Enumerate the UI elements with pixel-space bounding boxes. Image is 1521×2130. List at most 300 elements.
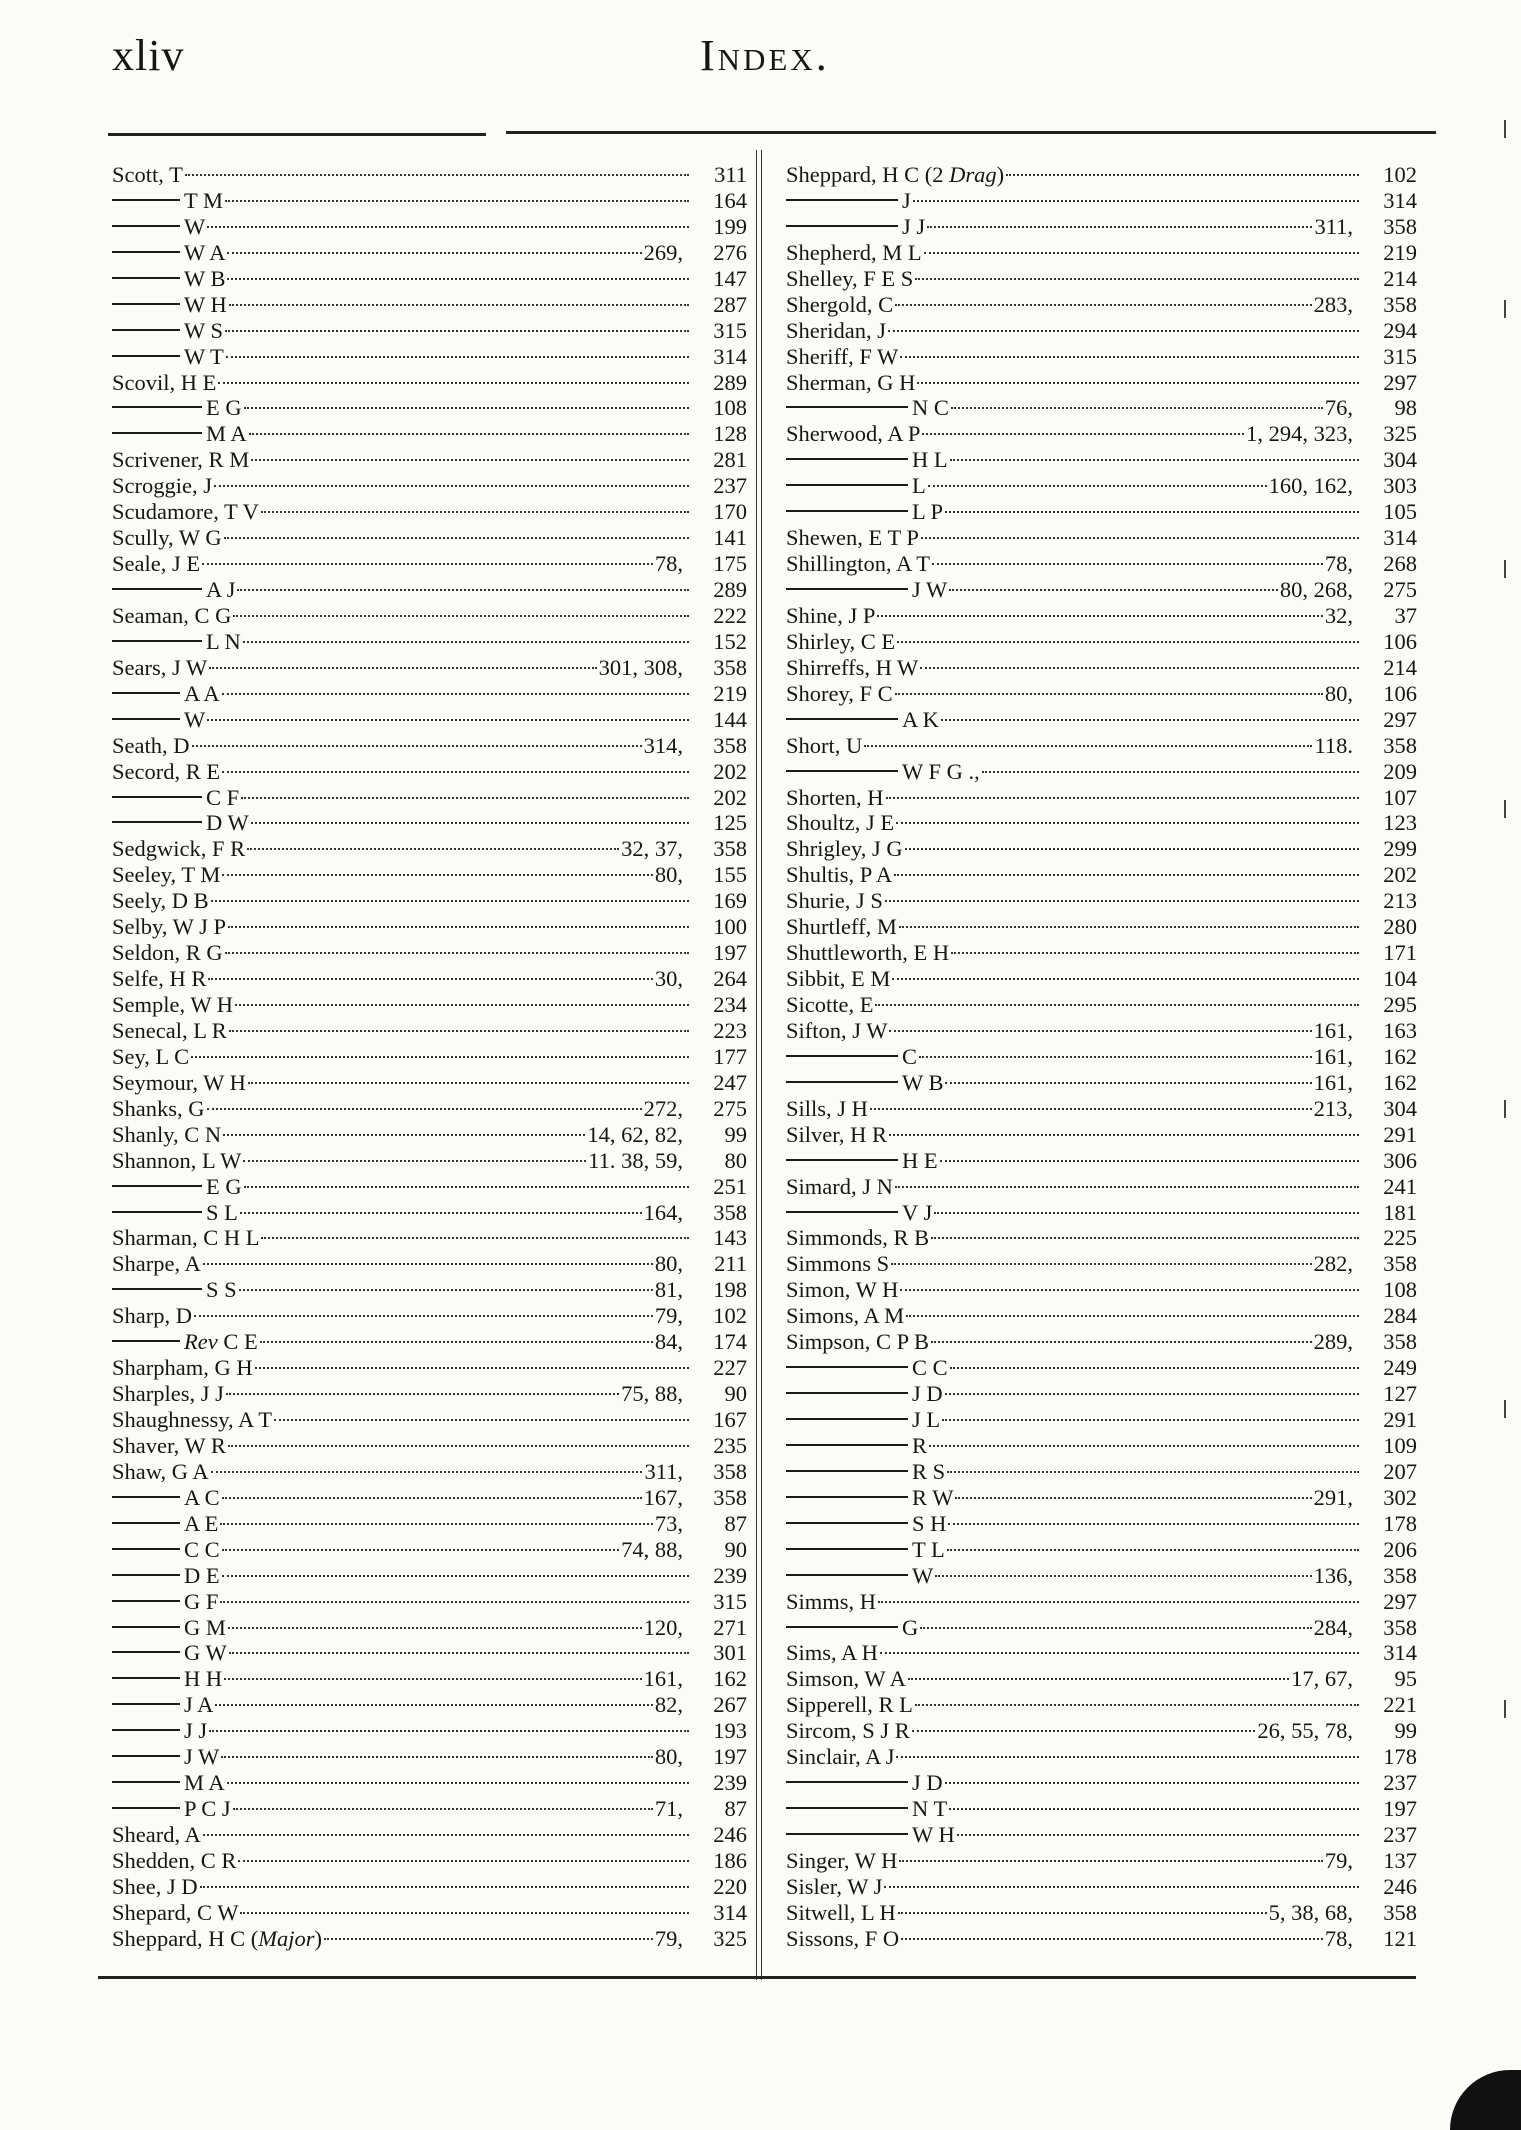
ditto-dash bbox=[112, 1185, 202, 1187]
dot-leader bbox=[945, 1782, 1359, 1784]
entry-page: 314 bbox=[1383, 187, 1417, 213]
dot-leader bbox=[932, 563, 1323, 565]
entry-extra-pages: 78, bbox=[1324, 1925, 1353, 1951]
entry-page: 213 bbox=[1383, 888, 1417, 914]
entry-page: 249 bbox=[1383, 1355, 1417, 1381]
entry-page: 197 bbox=[1383, 1796, 1417, 1822]
entry-page: 155 bbox=[713, 862, 747, 888]
entry-name: Shanly, C N bbox=[112, 1121, 222, 1147]
entry-page: 105 bbox=[1383, 499, 1417, 525]
page-corner-shadow bbox=[1450, 2070, 1521, 2130]
entry-extra-pages: 79, bbox=[1324, 1847, 1353, 1873]
entry-name: Secord, R E bbox=[112, 758, 221, 784]
edge-mark bbox=[1504, 1400, 1512, 1418]
index-entry bbox=[786, 1329, 1417, 1355]
dot-leader bbox=[214, 485, 689, 487]
entry-page: 222 bbox=[713, 602, 747, 628]
ditto-dash bbox=[786, 1392, 908, 1394]
ditto-dash bbox=[786, 1833, 908, 1835]
entry-page: 314 bbox=[1383, 1640, 1417, 1666]
entry-name: Sifton, J W bbox=[786, 1017, 888, 1043]
index-entry bbox=[786, 1796, 1417, 1822]
dot-leader bbox=[889, 1134, 1359, 1136]
entry-name: W T bbox=[184, 343, 224, 369]
entry-page: 247 bbox=[713, 1069, 747, 1095]
index-entry bbox=[112, 1407, 747, 1433]
dot-leader bbox=[222, 874, 653, 876]
entry-page: 178 bbox=[1383, 1510, 1417, 1536]
dot-leader bbox=[896, 822, 1359, 824]
entry-page: 137 bbox=[1383, 1847, 1417, 1873]
edge-mark bbox=[1504, 560, 1512, 578]
entry-page: 202 bbox=[1383, 862, 1417, 888]
entry-page: 220 bbox=[713, 1873, 747, 1899]
dot-leader bbox=[934, 1212, 1359, 1214]
edge-mark bbox=[1504, 1100, 1512, 1118]
entry-name: W bbox=[184, 213, 206, 239]
index-entry bbox=[112, 447, 747, 473]
index-entry bbox=[112, 266, 747, 292]
index-entry bbox=[112, 1044, 747, 1070]
entry-page: 303 bbox=[1383, 473, 1417, 499]
entry-extra-pages: 80, bbox=[654, 1251, 683, 1277]
entry-page: 241 bbox=[1383, 1173, 1417, 1199]
ditto-dash bbox=[112, 1548, 180, 1550]
entry-name: Seath, D bbox=[112, 732, 190, 758]
index-entry bbox=[112, 1433, 747, 1459]
entry-name: Scully, W G bbox=[112, 525, 222, 551]
entry-name: T L bbox=[912, 1536, 945, 1562]
dot-leader bbox=[957, 1834, 1359, 1836]
index-entry bbox=[112, 551, 747, 577]
dot-leader bbox=[913, 200, 1359, 202]
ditto-dash bbox=[786, 1418, 908, 1420]
entry-extra-pages: 301, 308, bbox=[598, 654, 683, 680]
top-rule-right bbox=[506, 131, 1436, 134]
entry-name: Selby, W J P bbox=[112, 914, 226, 940]
entry-page: 358 bbox=[1383, 1899, 1417, 1925]
entry-extra-pages: 82, bbox=[654, 1692, 683, 1718]
entry-page: 125 bbox=[713, 810, 747, 836]
dot-leader bbox=[912, 1730, 1256, 1732]
dot-leader bbox=[261, 511, 689, 513]
index-entry bbox=[786, 1640, 1417, 1666]
dot-leader bbox=[238, 1860, 689, 1862]
dot-leader bbox=[870, 1108, 1312, 1110]
dot-leader bbox=[895, 304, 1312, 306]
ditto-dash bbox=[112, 1340, 180, 1342]
dot-leader bbox=[931, 1237, 1359, 1239]
dot-leader bbox=[209, 1730, 689, 1732]
entry-name: Seaman, C G bbox=[112, 602, 232, 628]
entry-name: M A bbox=[206, 421, 247, 447]
entry-name: Shorten, H bbox=[786, 784, 884, 810]
dot-leader bbox=[261, 1237, 689, 1239]
entry-page: 164 bbox=[713, 187, 747, 213]
entry-page: 177 bbox=[713, 1043, 747, 1069]
entry-page: 297 bbox=[1383, 369, 1417, 395]
index-column-right bbox=[786, 162, 1417, 1952]
entry-page: 287 bbox=[713, 291, 747, 317]
ditto-dash bbox=[112, 1729, 180, 1731]
dot-leader bbox=[888, 330, 1359, 332]
entry-extra-pages: 213, bbox=[1313, 1095, 1353, 1121]
index-entry bbox=[786, 681, 1417, 707]
entry-name: Sheppard, H C (2 Drag) bbox=[786, 162, 1005, 187]
ditto-dash bbox=[786, 199, 898, 201]
entry-page: 246 bbox=[1383, 1873, 1417, 1899]
entry-extra-pages: 81, bbox=[654, 1277, 683, 1303]
dot-leader bbox=[950, 459, 1359, 461]
dot-leader bbox=[222, 1575, 689, 1577]
entry-extra-pages: 14, 62, 82, bbox=[587, 1121, 683, 1147]
dot-leader bbox=[228, 1445, 689, 1447]
dot-leader bbox=[260, 1341, 653, 1343]
entry-page: 227 bbox=[713, 1355, 747, 1381]
ditto-dash bbox=[786, 1807, 908, 1809]
ditto-dash bbox=[786, 1626, 898, 1628]
edge-mark bbox=[1504, 800, 1512, 818]
entry-name: Sills, J H bbox=[786, 1095, 868, 1121]
entry-name: W bbox=[912, 1562, 934, 1588]
ditto-dash bbox=[786, 588, 908, 590]
entry-name: Shurie, J S bbox=[786, 888, 883, 914]
dot-leader bbox=[928, 485, 1267, 487]
entry-name: Scott, T bbox=[112, 162, 183, 187]
entry-name: Shergold, C bbox=[786, 291, 894, 317]
entry-name: A J bbox=[206, 577, 236, 602]
index-entry bbox=[786, 1822, 1417, 1848]
ditto-dash bbox=[112, 1626, 180, 1628]
ditto-dash bbox=[112, 1651, 180, 1653]
entry-name: Sisler, W J bbox=[786, 1873, 883, 1899]
dot-leader bbox=[899, 1860, 1322, 1862]
index-entry bbox=[786, 395, 1417, 421]
entry-name: Shaughnessy, A T bbox=[112, 1407, 273, 1432]
index-entry bbox=[786, 1718, 1417, 1744]
dot-leader bbox=[864, 745, 1312, 747]
index-entry bbox=[786, 862, 1417, 888]
entry-name: Sitwell, L H bbox=[786, 1899, 896, 1925]
bottom-rule bbox=[98, 1976, 1416, 1979]
ditto-dash bbox=[112, 640, 202, 642]
dot-leader bbox=[905, 848, 1359, 850]
entry-name: Senecal, L R bbox=[112, 1017, 227, 1043]
index-entry bbox=[112, 1148, 747, 1174]
entry-page: 299 bbox=[1383, 836, 1417, 862]
index-entry bbox=[112, 810, 747, 836]
entry-extra-pages: 272, bbox=[643, 1095, 683, 1121]
dot-leader bbox=[240, 1912, 689, 1914]
entry-extra-pages: 291, bbox=[1313, 1484, 1353, 1510]
ditto-dash bbox=[786, 1548, 908, 1550]
entry-page: 167 bbox=[713, 1407, 747, 1432]
entry-page: 87 bbox=[724, 1510, 747, 1536]
dot-leader bbox=[935, 1575, 1311, 1577]
dot-leader bbox=[222, 771, 689, 773]
entry-page: 197 bbox=[713, 940, 747, 966]
dot-leader bbox=[885, 900, 1359, 902]
index-entry bbox=[112, 966, 747, 992]
entry-page: 358 bbox=[713, 654, 747, 680]
index-entry bbox=[786, 1174, 1417, 1200]
entry-page: 237 bbox=[1383, 1770, 1417, 1796]
entry-page: 121 bbox=[1383, 1925, 1417, 1951]
entry-page: 301 bbox=[713, 1640, 747, 1666]
entry-page: 271 bbox=[713, 1614, 747, 1640]
entry-name: C F bbox=[206, 784, 240, 810]
entry-page: 221 bbox=[1383, 1692, 1417, 1718]
index-entry bbox=[786, 629, 1417, 655]
index-entry bbox=[786, 370, 1417, 396]
dot-leader bbox=[248, 1082, 689, 1084]
entry-name: Sharples, J J bbox=[112, 1381, 224, 1407]
entry-name: H H bbox=[184, 1666, 223, 1692]
ditto-dash bbox=[112, 251, 180, 253]
index-entry bbox=[112, 785, 747, 811]
entry-extra-pages: 311, bbox=[1314, 213, 1353, 239]
entry-page: 99 bbox=[724, 1121, 747, 1147]
index-entry bbox=[786, 577, 1417, 603]
entry-name: S H bbox=[912, 1510, 947, 1536]
index-entry bbox=[786, 914, 1417, 940]
entry-name: Sherman, G H bbox=[786, 369, 916, 395]
entry-extra-pages: 164, bbox=[643, 1199, 683, 1225]
entry-page: 295 bbox=[1383, 992, 1417, 1017]
index-entry bbox=[112, 525, 747, 551]
entry-page: 95 bbox=[1394, 1666, 1417, 1692]
entry-name: J bbox=[902, 187, 911, 213]
entry-page: 358 bbox=[1383, 1329, 1417, 1355]
index-column-left bbox=[112, 162, 747, 1952]
index-entry bbox=[112, 1485, 747, 1511]
entry-page: 127 bbox=[1383, 1381, 1417, 1407]
index-entry bbox=[112, 1874, 747, 1900]
ditto-dash bbox=[786, 1081, 898, 1083]
index-entry bbox=[112, 473, 747, 499]
entry-page: 297 bbox=[1383, 1588, 1417, 1614]
ditto-dash bbox=[112, 1496, 180, 1498]
entry-page: 175 bbox=[713, 551, 747, 577]
entry-name: L N bbox=[206, 628, 241, 654]
dot-leader bbox=[877, 615, 1322, 617]
ditto-dash bbox=[786, 1055, 898, 1057]
ditto-dash bbox=[786, 1522, 908, 1524]
entry-name: Scovil, H E bbox=[112, 369, 217, 395]
index-entry bbox=[112, 214, 747, 240]
entry-page: 152 bbox=[713, 628, 747, 654]
index-entry bbox=[786, 966, 1417, 992]
ditto-dash bbox=[786, 1211, 898, 1213]
dot-leader bbox=[982, 771, 1359, 773]
entry-page: 358 bbox=[1383, 213, 1417, 239]
dot-leader bbox=[921, 537, 1359, 539]
entry-page: 289 bbox=[713, 369, 747, 395]
entry-page: 37 bbox=[1394, 602, 1417, 628]
dot-leader bbox=[955, 1497, 1311, 1499]
entry-extra-pages: 75, 88, bbox=[621, 1381, 683, 1407]
ditto-dash bbox=[112, 692, 180, 694]
entry-page: 314 bbox=[713, 343, 747, 369]
index-entry bbox=[112, 1381, 747, 1407]
dot-leader bbox=[207, 1108, 642, 1110]
entry-page: 251 bbox=[713, 1173, 747, 1199]
ditto-dash bbox=[786, 510, 908, 512]
dot-leader bbox=[920, 1627, 1311, 1629]
index-entry bbox=[786, 551, 1417, 577]
edge-mark bbox=[1504, 120, 1512, 138]
entry-name: H E bbox=[902, 1147, 938, 1173]
index-entry bbox=[786, 785, 1417, 811]
dot-leader bbox=[884, 1886, 1359, 1888]
entry-page: 306 bbox=[1383, 1147, 1417, 1173]
ditto-dash bbox=[112, 1781, 180, 1783]
entry-page: 297 bbox=[1383, 706, 1417, 732]
entry-page: 202 bbox=[713, 758, 747, 784]
dot-leader bbox=[215, 1704, 652, 1706]
index-entry bbox=[112, 188, 747, 214]
dot-leader bbox=[931, 1341, 1312, 1343]
entry-extra-pages: 161, bbox=[1313, 1069, 1353, 1095]
index-entry bbox=[112, 240, 747, 266]
entry-name: Shee, J D bbox=[112, 1873, 198, 1899]
index-entry bbox=[786, 759, 1417, 785]
ditto-dash bbox=[112, 1807, 180, 1809]
index-entry bbox=[112, 1822, 747, 1848]
index-entry bbox=[786, 214, 1417, 240]
dot-leader bbox=[950, 1367, 1359, 1369]
entry-name: Silver, H R bbox=[786, 1121, 887, 1147]
dot-leader bbox=[945, 1393, 1359, 1395]
ditto-dash bbox=[786, 225, 898, 227]
entry-name: Sicotte, E bbox=[786, 992, 874, 1017]
entry-page: 102 bbox=[1383, 162, 1417, 187]
entry-extra-pages: 11. 38, 59, bbox=[588, 1147, 683, 1173]
dot-leader bbox=[951, 407, 1323, 409]
index-entry bbox=[112, 1200, 747, 1226]
entry-extra-pages: 71, bbox=[654, 1796, 683, 1822]
entry-name: Shirreffs, H W bbox=[786, 654, 919, 680]
entry-page: 104 bbox=[1383, 966, 1417, 992]
entry-page: 99 bbox=[1394, 1718, 1417, 1744]
entry-name: Shelley, F E S bbox=[786, 265, 914, 291]
entry-page: 358 bbox=[713, 1458, 747, 1484]
index-entry bbox=[112, 1511, 747, 1537]
entry-name: W B bbox=[184, 265, 226, 291]
column-separator bbox=[756, 150, 762, 1980]
entry-extra-pages: 314, bbox=[643, 732, 683, 758]
dot-leader bbox=[243, 641, 689, 643]
index-entry bbox=[786, 810, 1417, 836]
entry-page: 237 bbox=[1383, 1822, 1417, 1847]
ditto-dash bbox=[786, 484, 908, 486]
index-entry bbox=[112, 292, 747, 318]
entry-name: Shaver, W R bbox=[112, 1432, 226, 1458]
dot-leader bbox=[891, 1263, 1311, 1265]
dot-leader bbox=[240, 1212, 642, 1214]
entry-page: 237 bbox=[713, 473, 747, 499]
entry-name: V J bbox=[902, 1199, 933, 1225]
entry-name: W H bbox=[184, 291, 227, 317]
dot-leader bbox=[919, 1056, 1312, 1058]
dot-leader bbox=[211, 900, 689, 902]
entry-name: A E bbox=[184, 1510, 219, 1536]
entry-name: Shuttleworth, E H bbox=[786, 940, 950, 966]
dot-leader bbox=[225, 330, 689, 332]
entry-page: 100 bbox=[713, 914, 747, 940]
ditto-dash bbox=[786, 1366, 908, 1368]
index-entry bbox=[786, 733, 1417, 759]
entry-name: Scrivener, R M bbox=[112, 447, 250, 473]
entry-page: 275 bbox=[1383, 577, 1417, 602]
entry-name: L P bbox=[912, 499, 944, 525]
entry-page: 108 bbox=[713, 395, 747, 421]
index-entry bbox=[786, 1200, 1417, 1226]
dot-leader bbox=[894, 874, 1359, 876]
entry-name: D E bbox=[184, 1562, 220, 1588]
ditto-dash bbox=[786, 718, 898, 720]
entry-name: R S bbox=[912, 1458, 946, 1484]
entry-page: 163 bbox=[1383, 1017, 1417, 1043]
entry-name: Sharpe, A bbox=[112, 1251, 201, 1277]
dot-leader bbox=[897, 641, 1359, 643]
ditto-dash bbox=[112, 355, 180, 357]
entry-page: 267 bbox=[713, 1692, 747, 1718]
entry-extra-pages: 74, 88, bbox=[621, 1536, 683, 1562]
entry-name: Simon, W H bbox=[786, 1277, 899, 1303]
index-entry bbox=[112, 1459, 747, 1485]
entry-page: 209 bbox=[1383, 758, 1417, 784]
dot-leader bbox=[942, 1419, 1359, 1421]
entry-name: W A bbox=[184, 239, 226, 265]
index-entry bbox=[786, 1070, 1417, 1096]
index-entry bbox=[112, 1277, 747, 1303]
entry-name: E G bbox=[206, 1173, 242, 1199]
entry-name: Seely, D B bbox=[112, 888, 209, 914]
entry-name: Sharp, D bbox=[112, 1303, 192, 1329]
index-entry bbox=[112, 1744, 747, 1770]
dot-leader bbox=[225, 200, 689, 202]
entry-extra-pages: 78, bbox=[1324, 551, 1353, 577]
entry-page: 214 bbox=[1383, 654, 1417, 680]
index-entry bbox=[112, 733, 747, 759]
entry-name: R bbox=[912, 1432, 928, 1458]
entry-name: S S bbox=[206, 1277, 237, 1303]
entry-name: Sircom, S J R bbox=[786, 1718, 910, 1744]
index-entry bbox=[112, 370, 747, 396]
entry-page: 239 bbox=[713, 1770, 747, 1796]
entry-page: 280 bbox=[1383, 914, 1417, 940]
entry-name: Shoultz, J E bbox=[786, 810, 895, 836]
dot-leader bbox=[228, 926, 689, 928]
entry-page: 289 bbox=[713, 577, 747, 602]
entry-page: 314 bbox=[1383, 525, 1417, 551]
entry-name: L bbox=[912, 473, 926, 499]
entry-name: Sears, J W bbox=[112, 654, 208, 680]
index-entry bbox=[786, 188, 1417, 214]
entry-name: J L bbox=[912, 1407, 941, 1432]
index-entry bbox=[112, 395, 747, 421]
entry-page: 214 bbox=[1383, 265, 1417, 291]
ditto-dash bbox=[112, 1703, 180, 1705]
dot-leader bbox=[233, 1808, 653, 1810]
entry-name: Shepherd, M L bbox=[786, 239, 922, 265]
index-entry bbox=[112, 1537, 747, 1563]
index-entry bbox=[786, 1459, 1417, 1485]
index-entry bbox=[786, 1225, 1417, 1251]
dot-leader bbox=[927, 226, 1312, 228]
entry-extra-pages: 80, bbox=[654, 1744, 683, 1770]
